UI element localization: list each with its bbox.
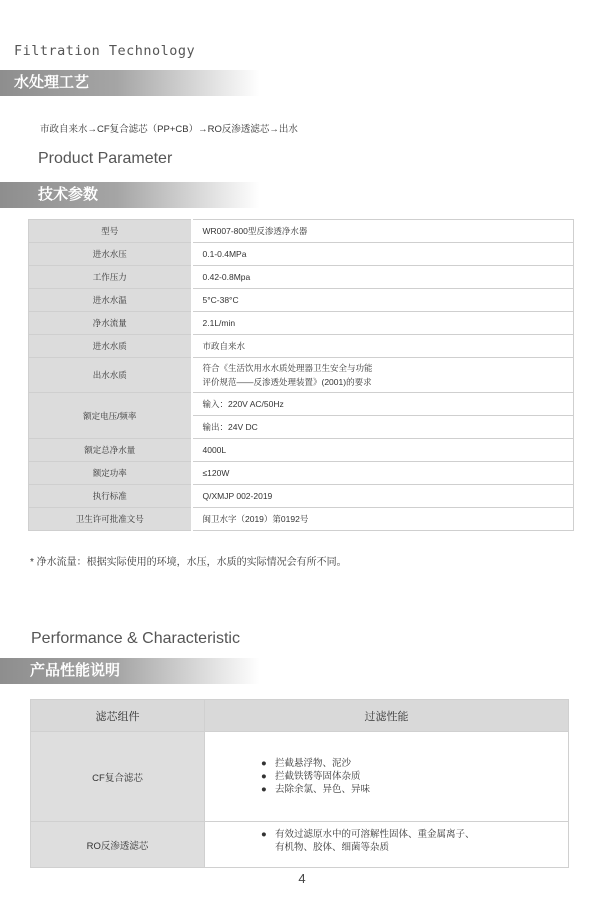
section-cn-title-performance: 产品性能说明 — [30, 662, 121, 679]
list-item: ● 去除余氯、异色、异味 — [261, 784, 371, 795]
section-cn-title-parameter: 技术参数 — [38, 186, 99, 203]
section-en-title-filtration: Filtration Technology — [14, 43, 196, 59]
param-value: ≤120W — [192, 462, 574, 485]
table-row — [31, 732, 569, 822]
param-value: 输入：220V AC/50Hz — [192, 393, 574, 416]
param-value: 市政自来水 — [192, 335, 574, 358]
param-label: 卫生许可批准文号 — [29, 508, 192, 531]
param-label: 工作压力 — [29, 266, 192, 289]
section-banner-parameter — [0, 182, 260, 208]
list-item: ● 拦截铁锈等固体杂质 — [261, 771, 361, 782]
table-row — [29, 220, 574, 243]
table-row — [29, 243, 574, 266]
param-value: 0.42-0.8Mpa — [192, 266, 574, 289]
param-label: 出水水质 — [29, 358, 192, 393]
section-banner-performance — [0, 658, 260, 684]
param-value: 闽卫水字（2019）第0192号 — [192, 508, 574, 531]
table-row — [29, 485, 574, 508]
bullet-icon: ● — [261, 771, 267, 782]
filter-label: CF复合滤芯 — [31, 732, 205, 822]
param-label: 净水流量 — [29, 312, 192, 335]
table-row — [29, 462, 574, 485]
list-item: ● 有效过滤原水中的可溶解性固体、重金属离子、 有机物、胶体、细菌等杂质 — [261, 829, 475, 853]
param-label: 执行标准 — [29, 485, 192, 508]
bullet-icon: ● — [261, 758, 267, 769]
table-row — [29, 312, 574, 335]
filter-performance — [205, 822, 569, 868]
param-value: 4000L — [192, 439, 574, 462]
param-value-line: 符合《生活饮用水水质处理器卫生安全与功能 — [202, 363, 373, 373]
param-value: 5°C-38°C — [192, 289, 574, 312]
table-row — [29, 439, 574, 462]
param-label: 进水水压 — [29, 243, 192, 266]
param-value-line: 评价规范——反渗透处理装置》(2001)的要求 — [202, 377, 372, 387]
param-value: 2.1L/min — [192, 312, 574, 335]
param-label: 额定电压/频率 — [29, 393, 192, 439]
param-value: Q/XMJP 002-2019 — [192, 485, 574, 508]
footnote: * 净水流量：根据实际使用的环境，水压，水质的实际情况会有所不同。 — [30, 557, 347, 568]
table-row — [29, 358, 574, 393]
table-row — [31, 822, 569, 868]
table-row — [29, 266, 574, 289]
column-header: 过滤性能 — [205, 700, 569, 732]
param-value — [192, 358, 574, 393]
param-label: 进水水质 — [29, 335, 192, 358]
column-header: 滤芯组件 — [31, 700, 205, 732]
list-item: ● 拦截悬浮物、泥沙 — [261, 758, 352, 769]
param-label: 进水水温 — [29, 289, 192, 312]
param-value: 0.1-0.4MPa — [192, 243, 574, 266]
bullet-icon: ● — [261, 829, 267, 840]
filter-performance — [205, 732, 569, 822]
section-cn-title-filtration: 水处理工艺 — [14, 74, 90, 91]
section-en-title-performance: Performance & Characteristic — [31, 630, 240, 647]
table-row — [29, 508, 574, 531]
section-banner-filtration — [0, 70, 260, 96]
table-row — [29, 335, 574, 358]
table-row — [29, 393, 574, 416]
performance-table — [30, 699, 569, 868]
param-label: 额定功率 — [29, 462, 192, 485]
filter-label: RO反渗透滤芯 — [31, 822, 205, 868]
param-value: 输出：24V DC — [192, 416, 574, 439]
table-header-row — [31, 700, 569, 732]
param-label: 额定总净水量 — [29, 439, 192, 462]
process-flow-text: 市政自来水→CF复合滤芯（PP+CB）→RO反渗透滤芯→出水 — [40, 124, 298, 135]
table-row — [29, 289, 574, 312]
bullet-icon: ● — [261, 784, 267, 795]
section-en-title-parameter: Product Parameter — [38, 150, 173, 167]
param-label: 型号 — [29, 220, 192, 243]
parameter-table — [28, 219, 574, 531]
param-value: WR007-800型反渗透净水器 — [192, 220, 574, 243]
page-number: 4 — [298, 871, 306, 886]
